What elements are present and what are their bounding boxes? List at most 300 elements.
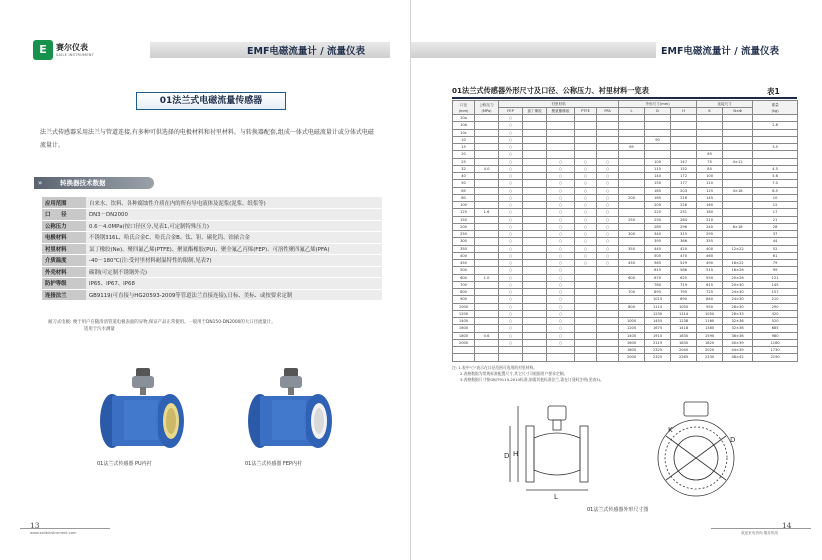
table-cell: ○ bbox=[575, 180, 597, 187]
spec-value: IP65、IP67、IP68 bbox=[86, 278, 382, 290]
table-notes bbox=[452, 365, 797, 384]
table-cell: 4.5 bbox=[753, 165, 798, 172]
table-cell bbox=[453, 354, 475, 361]
table-cell: 2325 bbox=[645, 347, 671, 354]
table-cell: 2265 bbox=[671, 354, 697, 361]
table-cell bbox=[619, 187, 645, 194]
table-cell bbox=[523, 194, 547, 201]
table-cell bbox=[475, 339, 499, 346]
table-cell: 1600 bbox=[453, 325, 475, 332]
table-cell: ○ bbox=[547, 267, 575, 274]
spec-table bbox=[42, 197, 382, 301]
table-cell: 40 bbox=[453, 173, 475, 180]
table-cell: 16×26 bbox=[723, 267, 753, 274]
spec-row bbox=[42, 220, 382, 232]
spec-key: 衬里材料 bbox=[42, 243, 86, 255]
table-cell: 50 bbox=[453, 180, 475, 187]
table-cell bbox=[753, 115, 798, 122]
table-cell: 470 bbox=[671, 252, 697, 259]
table-cell: 1050 bbox=[671, 303, 697, 310]
table-cell: 160 bbox=[697, 202, 723, 209]
table-cell bbox=[723, 165, 753, 172]
table-cell bbox=[523, 144, 547, 151]
spec-row bbox=[42, 197, 382, 209]
svg-text:K: K bbox=[668, 426, 673, 434]
table-cell: 10b bbox=[453, 122, 475, 129]
table-cell: ○ bbox=[547, 187, 575, 194]
table-cell bbox=[619, 122, 645, 129]
table-cell: 719 bbox=[671, 281, 697, 288]
table-cell: ○ bbox=[575, 165, 597, 172]
table-cell bbox=[575, 310, 597, 317]
table-cell bbox=[575, 339, 597, 346]
table-cell: 85 bbox=[697, 165, 723, 172]
table-cell: 2020 bbox=[697, 347, 723, 354]
table-cell: 295 bbox=[697, 231, 723, 238]
table-cell bbox=[597, 296, 619, 303]
table-cell bbox=[619, 165, 645, 172]
table-cell: 340 bbox=[645, 231, 671, 238]
table-rule bbox=[452, 97, 797, 99]
table-cell: 420 bbox=[671, 245, 697, 252]
table-row bbox=[453, 325, 798, 332]
table-cell: 685 bbox=[753, 325, 798, 332]
table-cell: ○ bbox=[547, 281, 575, 288]
table-cell bbox=[475, 122, 499, 129]
table-row bbox=[453, 267, 798, 274]
table-row bbox=[453, 281, 798, 288]
table-cell: ○ bbox=[499, 238, 523, 245]
table-cell: ○ bbox=[547, 202, 575, 209]
table-cell: 600 bbox=[453, 274, 475, 281]
table-row bbox=[453, 318, 798, 325]
table-cell: 48×42 bbox=[723, 354, 753, 361]
table-cell bbox=[575, 325, 597, 332]
table-cell bbox=[723, 216, 753, 223]
table-cell bbox=[523, 296, 547, 303]
table-cell: 1160 bbox=[753, 339, 798, 346]
table-cell bbox=[475, 202, 499, 209]
table-cell: ○ bbox=[575, 260, 597, 267]
table-cell: 1600 bbox=[619, 339, 645, 346]
table-cell: ○ bbox=[499, 173, 523, 180]
table-cell bbox=[753, 151, 798, 158]
table-cell: 32 bbox=[453, 165, 475, 172]
table-cell: 1400 bbox=[453, 318, 475, 325]
table-cell: 152 bbox=[671, 165, 697, 172]
spec-row bbox=[42, 278, 382, 290]
table-row bbox=[453, 115, 798, 122]
table-cell bbox=[575, 144, 597, 151]
spec-key: 公称压力 bbox=[42, 220, 86, 232]
table-cell bbox=[645, 144, 671, 151]
table-cell bbox=[671, 129, 697, 136]
table-cell bbox=[597, 310, 619, 317]
table-cell: 355 bbox=[697, 238, 723, 245]
table-row bbox=[453, 165, 798, 172]
table-cell bbox=[475, 173, 499, 180]
table-cell: 800 bbox=[619, 303, 645, 310]
col-head-pressure: 公称压力 (MPa) bbox=[475, 101, 499, 115]
table-cell: 28×33 bbox=[723, 310, 753, 317]
table-cell: 240 bbox=[697, 223, 723, 230]
table-cell: 1630 bbox=[671, 332, 697, 339]
table-cell bbox=[597, 303, 619, 310]
table-cell: ○ bbox=[499, 339, 523, 346]
table-cell: 315 bbox=[671, 231, 697, 238]
table-cell: ○ bbox=[499, 136, 523, 143]
table-cell: ○ bbox=[499, 303, 523, 310]
table-cell bbox=[723, 122, 753, 129]
table-cell: ○ bbox=[597, 180, 619, 187]
table-cell: 110 bbox=[697, 180, 723, 187]
table-row bbox=[453, 180, 798, 187]
table-cell: 1400 bbox=[619, 332, 645, 339]
table-cell: 1238 bbox=[671, 318, 697, 325]
table-cell bbox=[523, 267, 547, 274]
table-cell: 700 bbox=[619, 289, 645, 296]
table-cell: ○ bbox=[597, 245, 619, 252]
table-cell bbox=[547, 122, 575, 129]
table-cell bbox=[671, 122, 697, 129]
table-cell: 210 bbox=[697, 216, 723, 223]
table-cell bbox=[697, 136, 723, 143]
table-cell: ○ bbox=[575, 238, 597, 245]
table-cell bbox=[523, 129, 547, 136]
table-cell bbox=[697, 122, 723, 129]
table-cell: 228 bbox=[671, 202, 697, 209]
spec-value: 不锈钢316L、哈氏合金C、哈氏合金B、钛、钽、碳化钨、铂铱合金 bbox=[86, 232, 382, 244]
table-cell: 1000 bbox=[453, 303, 475, 310]
note-line-2: 适用于污水测量 bbox=[84, 327, 115, 332]
spec-value: 0.6－4.0MPa(按口径区分,见表1,可定制特殊压力) bbox=[86, 220, 382, 232]
header-band bbox=[411, 42, 656, 58]
table-cell bbox=[723, 180, 753, 187]
table-cell: ○ bbox=[499, 274, 523, 281]
table-cell bbox=[575, 122, 597, 129]
spec-value: GB9119(可直接与HG20593-2009等管道法兰直接连接),日标、美标、或按要求定制 bbox=[86, 289, 382, 301]
table-cell bbox=[475, 310, 499, 317]
table-cell bbox=[697, 144, 723, 151]
table-cell: 20×30 bbox=[723, 281, 753, 288]
table-cell: ○ bbox=[499, 216, 523, 223]
table-cell bbox=[523, 122, 547, 129]
table-cell: 177 bbox=[671, 180, 697, 187]
table-cell: 1455 bbox=[645, 318, 671, 325]
table-row bbox=[453, 216, 798, 223]
table-cell: ○ bbox=[597, 187, 619, 194]
table-cell bbox=[523, 180, 547, 187]
table-cell: ○ bbox=[575, 173, 597, 180]
table-cell: ○ bbox=[547, 158, 575, 165]
table-cell: 1160 bbox=[697, 318, 723, 325]
table-cell: 210 bbox=[753, 296, 798, 303]
table-row bbox=[453, 158, 798, 165]
table-cell: 520 bbox=[753, 318, 798, 325]
table-cell: ○ bbox=[499, 115, 523, 122]
table-cell bbox=[597, 267, 619, 274]
table-row bbox=[453, 187, 798, 194]
table-cell: 20×26 bbox=[723, 274, 753, 281]
table-cell: 10 bbox=[453, 136, 475, 143]
spec-key: 连接法兰 bbox=[42, 289, 86, 301]
table-cell bbox=[619, 136, 645, 143]
table-cell bbox=[575, 296, 597, 303]
table-cell bbox=[547, 129, 575, 136]
table-cell bbox=[597, 332, 619, 339]
table-cell: 1230 bbox=[645, 310, 671, 317]
table-cell bbox=[723, 202, 753, 209]
table-row bbox=[453, 296, 798, 303]
note: 3.表格数据尺寸按GB/T9119-2010标准,如需其他标准法兰,需在订货时注明(见表3)。 bbox=[460, 377, 604, 383]
table-cell: ○ bbox=[547, 318, 575, 325]
table-cell: 1800 bbox=[453, 332, 475, 339]
header-title: EMF电磁流量计 / 流量仪表 bbox=[661, 46, 780, 57]
spec-row bbox=[42, 289, 382, 301]
table-cell bbox=[547, 115, 575, 122]
table-cell bbox=[547, 354, 575, 361]
table-cell bbox=[575, 354, 597, 361]
table-cell: 1418 bbox=[671, 325, 697, 332]
svg-text:D: D bbox=[504, 452, 510, 460]
table-cell: ○ bbox=[547, 223, 575, 230]
table-cell: 2190 bbox=[753, 354, 798, 361]
table-row bbox=[453, 354, 798, 361]
sensor-fep-image bbox=[242, 366, 338, 452]
table-cell bbox=[475, 115, 499, 122]
table-cell: 4×11 bbox=[723, 158, 753, 165]
table-cell bbox=[619, 281, 645, 288]
col-subhead: PTFE bbox=[575, 108, 597, 115]
table-cell: 1050 bbox=[697, 310, 723, 317]
table-cell bbox=[597, 136, 619, 143]
table-cell bbox=[523, 339, 547, 346]
table-cell bbox=[475, 281, 499, 288]
spec-key: 口 径 bbox=[42, 209, 86, 221]
table-cell: ○ bbox=[597, 158, 619, 165]
table-cell: ○ bbox=[499, 158, 523, 165]
table-row bbox=[453, 202, 798, 209]
table-cell: 700 bbox=[453, 281, 475, 288]
table-cell bbox=[547, 347, 575, 354]
table-cell bbox=[597, 289, 619, 296]
table-cell: 550 bbox=[697, 274, 723, 281]
col-head-dimensions: 外形尺寸(mm) bbox=[619, 101, 697, 108]
table-cell bbox=[475, 354, 499, 361]
table-cell bbox=[619, 267, 645, 274]
table-cell: 296 bbox=[671, 223, 697, 230]
note: 注: 1.表中"○"表示在口径范围可选用的衬里材料。 bbox=[452, 365, 538, 370]
table-cell: ○ bbox=[547, 216, 575, 223]
table-cell: 147 bbox=[671, 158, 697, 165]
table-cell: 565 bbox=[645, 260, 671, 267]
table-cell: ○ bbox=[499, 209, 523, 216]
table-cell bbox=[547, 151, 575, 158]
table-cell: ○ bbox=[499, 252, 523, 259]
table-cell: 366 bbox=[671, 238, 697, 245]
table-cell: 44 bbox=[753, 238, 798, 245]
table-cell: ○ bbox=[499, 223, 523, 230]
table-cell bbox=[475, 267, 499, 274]
table-cell bbox=[475, 347, 499, 354]
table-cell: 1115 bbox=[645, 303, 671, 310]
table-cell bbox=[671, 115, 697, 122]
table-number: 表1 bbox=[767, 87, 780, 96]
electrode-note bbox=[48, 319, 378, 333]
table-cell bbox=[723, 194, 753, 201]
col-subhead: L bbox=[619, 108, 645, 115]
table-cell: 65 bbox=[453, 187, 475, 194]
table-cell: 203 bbox=[671, 187, 697, 194]
table-cell: 400 bbox=[453, 252, 475, 259]
table-cell: ○ bbox=[499, 318, 523, 325]
col-head-bore: 口径 (mm) bbox=[453, 101, 475, 115]
table-row bbox=[453, 209, 798, 216]
table-row bbox=[453, 260, 798, 267]
table-cell: 8.5 bbox=[753, 187, 798, 194]
table-row bbox=[453, 173, 798, 180]
table-cell: ○ bbox=[597, 209, 619, 216]
table-cell: 600 bbox=[619, 274, 645, 281]
table-cell bbox=[575, 347, 597, 354]
table-cell bbox=[619, 158, 645, 165]
caption-pu: 01法兰式传感器 PU内衬 bbox=[97, 461, 152, 467]
table-cell bbox=[597, 129, 619, 136]
table-cell bbox=[523, 318, 547, 325]
table-cell: 1380 bbox=[697, 325, 723, 332]
col-head-weight: 重量 (kg) bbox=[753, 101, 798, 115]
table-cell: ○ bbox=[597, 165, 619, 172]
table-row bbox=[453, 289, 798, 296]
table-cell bbox=[723, 151, 753, 158]
table-cell: 350 bbox=[619, 245, 645, 252]
table-cell: 12×22 bbox=[723, 245, 753, 252]
table-cell: 100 bbox=[453, 202, 475, 209]
spec-heading: 转换器技术数据 bbox=[34, 177, 154, 189]
table-cell: ○ bbox=[547, 238, 575, 245]
table-cell bbox=[723, 115, 753, 122]
table-cell bbox=[619, 296, 645, 303]
table-cell: 900 bbox=[453, 296, 475, 303]
page-number: 13 bbox=[30, 521, 40, 530]
table-cell bbox=[523, 274, 547, 281]
table-cell: 300 bbox=[453, 238, 475, 245]
table-cell bbox=[523, 281, 547, 288]
table-cell: 4.0 bbox=[475, 165, 499, 172]
table-cell bbox=[475, 289, 499, 296]
col-subhead: FEP bbox=[499, 108, 523, 115]
table-cell bbox=[597, 354, 619, 361]
table-cell: 725 bbox=[697, 289, 723, 296]
col-head-connection: 连接尺寸 bbox=[697, 101, 753, 108]
note: 2.表格数据为常规标准配置尺寸,其它尺寸可根据用户要求定制。 bbox=[460, 371, 568, 377]
spec-value: -40－180℃(注:受衬里材料耐温特性的限制,见表7) bbox=[86, 255, 382, 267]
table-cell bbox=[475, 231, 499, 238]
table-cell: 90 bbox=[645, 136, 671, 143]
table-cell bbox=[597, 347, 619, 354]
table-cell: ○ bbox=[575, 202, 597, 209]
table-cell bbox=[523, 238, 547, 245]
table-cell: 515 bbox=[697, 267, 723, 274]
table-cell bbox=[523, 325, 547, 332]
table-cell: 172 bbox=[671, 173, 697, 180]
col-subhead: 聚氨酯橡胶 bbox=[547, 108, 575, 115]
table-cell: ○ bbox=[597, 260, 619, 267]
table-cell: ○ bbox=[547, 296, 575, 303]
table-cell bbox=[523, 260, 547, 267]
table-cell: 950 bbox=[697, 303, 723, 310]
table-cell: 145 bbox=[753, 281, 798, 288]
table-cell: 460 bbox=[697, 252, 723, 259]
table-cell bbox=[619, 202, 645, 209]
table-cell: 32×36 bbox=[723, 318, 753, 325]
table-cell bbox=[753, 129, 798, 136]
table-cell bbox=[523, 354, 547, 361]
table-cell: ○ bbox=[499, 281, 523, 288]
dimension-table bbox=[452, 100, 798, 362]
table-cell: 28 bbox=[753, 223, 798, 230]
table-cell: 2230 bbox=[697, 354, 723, 361]
col-subhead: N×Φ bbox=[723, 108, 753, 115]
table-cell: 5.6 bbox=[753, 173, 798, 180]
table-cell: ○ bbox=[575, 158, 597, 165]
table-cell: 615 bbox=[697, 281, 723, 288]
table-cell bbox=[597, 281, 619, 288]
table-cell: 250 bbox=[645, 216, 671, 223]
table-cell bbox=[671, 136, 697, 143]
table-cell: 250 bbox=[619, 216, 645, 223]
table-cell: 529 bbox=[671, 260, 697, 267]
table-cell bbox=[475, 260, 499, 267]
table-cell: 220 bbox=[645, 209, 671, 216]
col-subhead: 氯丁橡胶 bbox=[523, 108, 547, 115]
table-cell: 890 bbox=[671, 296, 697, 303]
table-cell bbox=[723, 144, 753, 151]
table-cell bbox=[475, 194, 499, 201]
table-cell: ○ bbox=[597, 252, 619, 259]
table-cell bbox=[671, 151, 697, 158]
table-cell: 8×18 bbox=[723, 223, 753, 230]
table-cell: 490 bbox=[697, 260, 723, 267]
table-cell: ○ bbox=[499, 165, 523, 172]
table-cell bbox=[523, 245, 547, 252]
table-row bbox=[453, 122, 798, 129]
table-cell bbox=[597, 325, 619, 332]
table-cell bbox=[475, 136, 499, 143]
dimension-drawing bbox=[498, 398, 798, 502]
spec-value: 自来水、饮料、各种腐蚀性介质在内的所有导电液体及泥浆(泥浆、纸浆等) bbox=[86, 197, 382, 209]
table-cell: 2000 bbox=[619, 354, 645, 361]
table-cell bbox=[575, 274, 597, 281]
table-cell: 895 bbox=[645, 289, 671, 296]
table-cell: 28×30 bbox=[723, 303, 753, 310]
table-cell bbox=[671, 144, 697, 151]
table-cell: 65 bbox=[697, 151, 723, 158]
table-cell bbox=[597, 122, 619, 129]
brand-logo-icon: E bbox=[33, 40, 53, 60]
table-cell bbox=[645, 115, 671, 122]
table-cell: 500 bbox=[453, 267, 475, 274]
footer-url: 欢迎来电咨询 服务热线 bbox=[741, 531, 779, 535]
table-cell bbox=[723, 136, 753, 143]
table-cell: ○ bbox=[499, 289, 523, 296]
table-cell: 1800 bbox=[619, 347, 645, 354]
table-cell bbox=[575, 136, 597, 143]
table-cell: 2040 bbox=[671, 347, 697, 354]
table-cell: 1000 bbox=[619, 318, 645, 325]
table-cell: 17 bbox=[753, 209, 798, 216]
brand-name: 赛尔仪表 bbox=[56, 43, 88, 52]
